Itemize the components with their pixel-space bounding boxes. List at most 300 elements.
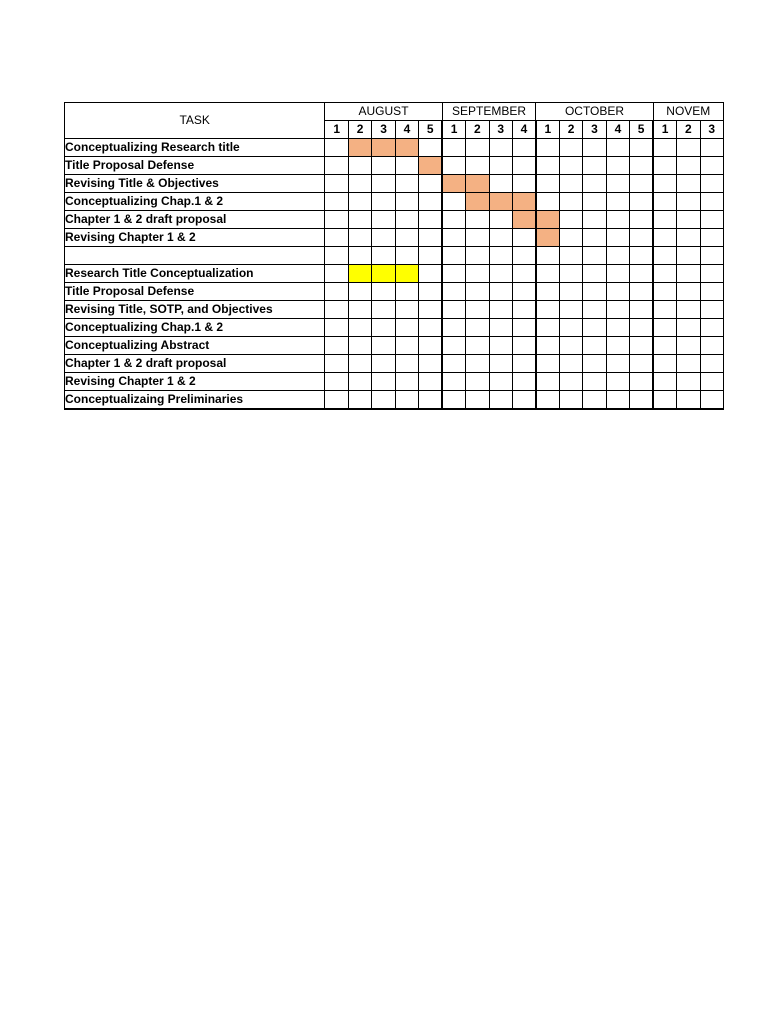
- week-cell[interactable]: [583, 175, 606, 193]
- week-cell[interactable]: [466, 211, 489, 229]
- week-cell[interactable]: [630, 391, 653, 410]
- week-cell[interactable]: [325, 139, 348, 157]
- week-cell[interactable]: [348, 355, 371, 373]
- week-cell[interactable]: [677, 391, 700, 410]
- week-cell[interactable]: [442, 391, 465, 410]
- week-cell[interactable]: [489, 139, 512, 157]
- task-name-cell[interactable]: Title Proposal Defense: [65, 157, 325, 175]
- week-cell[interactable]: [653, 391, 676, 410]
- task-column-header: TASK: [65, 103, 325, 139]
- week-cell[interactable]: [606, 229, 629, 247]
- week-cell[interactable]: [442, 319, 465, 337]
- week-header: 1: [442, 121, 465, 139]
- task-row: [65, 193, 724, 211]
- week-cell[interactable]: [536, 391, 559, 410]
- week-cell[interactable]: [466, 319, 489, 337]
- week-cell[interactable]: [489, 391, 512, 410]
- week-cell[interactable]: [395, 229, 418, 247]
- week-cell[interactable]: [512, 283, 535, 301]
- week-cell[interactable]: [372, 211, 395, 229]
- week-cell[interactable]: [325, 247, 348, 265]
- month-header: AUGUST: [325, 103, 442, 121]
- week-cell[interactable]: [653, 247, 676, 265]
- week-cell[interactable]: [536, 355, 559, 373]
- week-cell[interactable]: [583, 247, 606, 265]
- task-row: [65, 373, 724, 391]
- week-cell[interactable]: [606, 337, 629, 355]
- week-cell[interactable]: [536, 319, 559, 337]
- week-cell[interactable]: [606, 373, 629, 391]
- week-cell[interactable]: [325, 175, 348, 193]
- week-cell[interactable]: [372, 301, 395, 319]
- week-cell[interactable]: [395, 193, 418, 211]
- week-cell[interactable]: [419, 265, 442, 283]
- week-cell[interactable]: [325, 283, 348, 301]
- week-cell[interactable]: [512, 139, 535, 157]
- week-cell[interactable]: [559, 139, 582, 157]
- week-cell[interactable]: [466, 301, 489, 319]
- week-cell[interactable]: [348, 157, 371, 175]
- week-cell[interactable]: [325, 193, 348, 211]
- week-cell[interactable]: [559, 283, 582, 301]
- week-cell[interactable]: [419, 229, 442, 247]
- week-cell[interactable]: [700, 301, 724, 319]
- week-cell[interactable]: [489, 175, 512, 193]
- week-cell[interactable]: [559, 157, 582, 175]
- week-cell[interactable]: [325, 391, 348, 410]
- week-cell[interactable]: [512, 301, 535, 319]
- week-cell[interactable]: [372, 373, 395, 391]
- week-cell[interactable]: [700, 319, 724, 337]
- week-cell[interactable]: [583, 319, 606, 337]
- week-cell[interactable]: [606, 175, 629, 193]
- week-cell[interactable]: [419, 337, 442, 355]
- week-cell[interactable]: [466, 229, 489, 247]
- week-cell[interactable]: [536, 247, 559, 265]
- week-header: 2: [348, 121, 371, 139]
- week-cell[interactable]: [348, 247, 371, 265]
- week-cell[interactable]: [559, 355, 582, 373]
- week-cell[interactable]: [630, 265, 653, 283]
- week-cell[interactable]: [606, 211, 629, 229]
- week-cell[interactable]: [442, 157, 465, 175]
- week-cell[interactable]: [653, 211, 676, 229]
- week-cell[interactable]: [536, 373, 559, 391]
- week-cell[interactable]: [372, 157, 395, 175]
- week-cell[interactable]: [419, 247, 442, 265]
- week-cell[interactable]: [559, 247, 582, 265]
- week-cell[interactable]: [677, 265, 700, 283]
- week-cell[interactable]: [395, 283, 418, 301]
- week-cell[interactable]: [653, 337, 676, 355]
- week-cell[interactable]: [348, 193, 371, 211]
- task-row: [65, 391, 724, 410]
- week-cell[interactable]: [442, 229, 465, 247]
- week-cell[interactable]: [630, 247, 653, 265]
- week-cell[interactable]: [466, 337, 489, 355]
- week-cell[interactable]: [559, 193, 582, 211]
- week-cell[interactable]: [489, 373, 512, 391]
- gantt-bar-cell[interactable]: [372, 265, 395, 283]
- gantt-bar-cell[interactable]: [348, 139, 371, 157]
- task-name-cell[interactable]: Conceptualizing Research title: [65, 139, 325, 157]
- week-cell[interactable]: [325, 265, 348, 283]
- week-cell[interactable]: [419, 373, 442, 391]
- week-cell[interactable]: [442, 193, 465, 211]
- task-row: [65, 319, 724, 337]
- week-cell[interactable]: [677, 175, 700, 193]
- week-cell[interactable]: [653, 229, 676, 247]
- week-cell[interactable]: [348, 391, 371, 410]
- week-cell[interactable]: [466, 373, 489, 391]
- week-cell[interactable]: [419, 301, 442, 319]
- week-cell[interactable]: [348, 283, 371, 301]
- week-cell[interactable]: [630, 157, 653, 175]
- week-cell[interactable]: [653, 283, 676, 301]
- week-cell[interactable]: [395, 247, 418, 265]
- week-cell[interactable]: [559, 337, 582, 355]
- gantt-bar-cell[interactable]: [395, 139, 418, 157]
- week-cell[interactable]: [395, 175, 418, 193]
- week-cell[interactable]: [419, 355, 442, 373]
- gantt-bar-cell[interactable]: [512, 193, 535, 211]
- week-cell[interactable]: [512, 373, 535, 391]
- week-cell[interactable]: [489, 247, 512, 265]
- week-cell[interactable]: [372, 355, 395, 373]
- task-name-cell[interactable]: Chapter 1 & 2 draft proposal: [65, 211, 325, 229]
- week-cell[interactable]: [466, 391, 489, 410]
- month-header: NOVEM: [653, 103, 723, 121]
- month-header: OCTOBER: [536, 103, 653, 121]
- week-header: 3: [583, 121, 606, 139]
- week-cell[interactable]: [348, 337, 371, 355]
- week-cell[interactable]: [700, 157, 724, 175]
- week-cell[interactable]: [700, 337, 724, 355]
- gantt-bar-cell[interactable]: [442, 175, 465, 193]
- week-cell[interactable]: [419, 139, 442, 157]
- task-row: [65, 337, 724, 355]
- week-cell[interactable]: [372, 319, 395, 337]
- week-cell[interactable]: [677, 355, 700, 373]
- week-cell[interactable]: [630, 319, 653, 337]
- gantt-bar-cell[interactable]: [419, 157, 442, 175]
- task-name-cell[interactable]: Conceptualizing Abstract: [65, 337, 325, 355]
- week-cell[interactable]: [583, 265, 606, 283]
- month-header-row: [65, 103, 724, 121]
- week-cell[interactable]: [372, 175, 395, 193]
- week-cell[interactable]: [606, 355, 629, 373]
- week-cell[interactable]: [700, 175, 724, 193]
- week-cell[interactable]: [442, 247, 465, 265]
- week-cell[interactable]: [512, 157, 535, 175]
- week-cell[interactable]: [653, 373, 676, 391]
- week-cell[interactable]: [677, 283, 700, 301]
- week-cell[interactable]: [489, 319, 512, 337]
- week-cell[interactable]: [348, 301, 371, 319]
- week-cell[interactable]: [395, 301, 418, 319]
- week-cell[interactable]: [677, 319, 700, 337]
- week-cell[interactable]: [583, 193, 606, 211]
- week-header: 4: [512, 121, 535, 139]
- week-cell[interactable]: [583, 355, 606, 373]
- week-cell[interactable]: [512, 247, 535, 265]
- gantt-bar-cell[interactable]: [395, 265, 418, 283]
- week-cell[interactable]: [442, 211, 465, 229]
- week-cell[interactable]: [653, 265, 676, 283]
- week-cell[interactable]: [559, 175, 582, 193]
- task-name-cell[interactable]: Chapter 1 & 2 draft proposal: [65, 355, 325, 373]
- week-cell[interactable]: [489, 211, 512, 229]
- task-name-cell[interactable]: Conceptualizing Chap.1 & 2: [65, 319, 325, 337]
- week-cell[interactable]: [630, 301, 653, 319]
- week-cell[interactable]: [583, 391, 606, 410]
- week-cell[interactable]: [606, 301, 629, 319]
- week-cell[interactable]: [442, 355, 465, 373]
- task-name-cell[interactable]: Revising Chapter 1 & 2: [65, 373, 325, 391]
- week-cell[interactable]: [512, 337, 535, 355]
- week-cell[interactable]: [606, 283, 629, 301]
- week-cell[interactable]: [372, 229, 395, 247]
- week-cell[interactable]: [559, 211, 582, 229]
- week-cell[interactable]: [489, 265, 512, 283]
- week-cell[interactable]: [325, 301, 348, 319]
- week-cell[interactable]: [395, 337, 418, 355]
- week-header: 5: [419, 121, 442, 139]
- week-cell[interactable]: [700, 229, 724, 247]
- gantt-bar-cell[interactable]: [512, 211, 535, 229]
- week-header: 1: [653, 121, 676, 139]
- week-cell[interactable]: [630, 373, 653, 391]
- week-cell[interactable]: [372, 337, 395, 355]
- week-cell[interactable]: [559, 229, 582, 247]
- week-cell[interactable]: [700, 247, 724, 265]
- week-cell[interactable]: [348, 319, 371, 337]
- gantt-bar-cell[interactable]: [536, 211, 559, 229]
- task-row: [65, 211, 724, 229]
- week-cell[interactable]: [677, 193, 700, 211]
- week-cell[interactable]: [489, 157, 512, 175]
- week-header: 3: [372, 121, 395, 139]
- week-cell[interactable]: [489, 355, 512, 373]
- week-cell[interactable]: [700, 283, 724, 301]
- week-cell[interactable]: [419, 193, 442, 211]
- week-cell[interactable]: [677, 337, 700, 355]
- week-cell[interactable]: [419, 391, 442, 410]
- week-cell[interactable]: [419, 211, 442, 229]
- week-cell[interactable]: [653, 193, 676, 211]
- task-name-cell[interactable]: Revising Title, SOTP, and Objectives: [65, 301, 325, 319]
- week-cell[interactable]: [583, 211, 606, 229]
- week-cell[interactable]: [536, 337, 559, 355]
- week-cell[interactable]: [700, 139, 724, 157]
- week-cell[interactable]: [536, 175, 559, 193]
- week-cell[interactable]: [653, 157, 676, 175]
- week-cell[interactable]: [630, 193, 653, 211]
- week-cell[interactable]: [419, 283, 442, 301]
- week-header: 1: [325, 121, 348, 139]
- week-cell[interactable]: [325, 211, 348, 229]
- task-name-cell[interactable]: Conceptualizing Chap.1 & 2: [65, 193, 325, 211]
- week-cell[interactable]: [348, 373, 371, 391]
- week-cell[interactable]: [606, 139, 629, 157]
- week-cell[interactable]: [583, 301, 606, 319]
- week-cell[interactable]: [606, 247, 629, 265]
- week-cell[interactable]: [630, 211, 653, 229]
- week-cell[interactable]: [442, 265, 465, 283]
- week-cell[interactable]: [466, 247, 489, 265]
- gantt-table: [64, 102, 724, 410]
- week-cell[interactable]: [583, 229, 606, 247]
- week-cell[interactable]: [677, 211, 700, 229]
- week-cell[interactable]: [348, 175, 371, 193]
- task-name-cell[interactable]: [65, 247, 325, 265]
- gantt-bar-cell[interactable]: [489, 193, 512, 211]
- week-cell[interactable]: [489, 301, 512, 319]
- week-cell[interactable]: [653, 175, 676, 193]
- week-cell[interactable]: [677, 373, 700, 391]
- week-cell[interactable]: [395, 319, 418, 337]
- week-cell[interactable]: [536, 139, 559, 157]
- week-cell[interactable]: [559, 319, 582, 337]
- week-cell[interactable]: [372, 283, 395, 301]
- week-cell[interactable]: [583, 373, 606, 391]
- week-cell[interactable]: [700, 355, 724, 373]
- week-cell[interactable]: [466, 157, 489, 175]
- task-row: [65, 265, 724, 283]
- gantt-bar-cell[interactable]: [466, 193, 489, 211]
- week-cell[interactable]: [395, 157, 418, 175]
- week-cell[interactable]: [512, 319, 535, 337]
- gantt-bar-cell[interactable]: [536, 229, 559, 247]
- week-cell[interactable]: [466, 355, 489, 373]
- week-cell[interactable]: [419, 175, 442, 193]
- week-cell[interactable]: [372, 391, 395, 410]
- week-cell[interactable]: [677, 229, 700, 247]
- week-cell[interactable]: [325, 355, 348, 373]
- week-cell[interactable]: [700, 373, 724, 391]
- week-cell[interactable]: [559, 373, 582, 391]
- task-name-cell[interactable]: Revising Chapter 1 & 2: [65, 229, 325, 247]
- week-cell[interactable]: [606, 265, 629, 283]
- week-cell[interactable]: [677, 157, 700, 175]
- week-cell[interactable]: [348, 211, 371, 229]
- week-cell[interactable]: [559, 265, 582, 283]
- week-cell[interactable]: [325, 157, 348, 175]
- week-header: 2: [466, 121, 489, 139]
- week-cell[interactable]: [325, 319, 348, 337]
- week-cell[interactable]: [512, 175, 535, 193]
- week-cell[interactable]: [442, 301, 465, 319]
- task-row: [65, 175, 724, 193]
- week-cell[interactable]: [489, 337, 512, 355]
- week-cell[interactable]: [372, 247, 395, 265]
- week-cell[interactable]: [630, 229, 653, 247]
- week-cell[interactable]: [677, 247, 700, 265]
- week-cell[interactable]: [630, 337, 653, 355]
- task-name-cell[interactable]: Title Proposal Defense: [65, 283, 325, 301]
- week-header: 3: [489, 121, 512, 139]
- week-cell[interactable]: [536, 157, 559, 175]
- week-cell[interactable]: [466, 139, 489, 157]
- week-cell[interactable]: [653, 301, 676, 319]
- week-cell[interactable]: [395, 373, 418, 391]
- week-cell[interactable]: [583, 139, 606, 157]
- week-cell[interactable]: [700, 211, 724, 229]
- week-cell[interactable]: [348, 229, 371, 247]
- week-cell[interactable]: [489, 283, 512, 301]
- week-cell[interactable]: [583, 337, 606, 355]
- week-cell[interactable]: [583, 283, 606, 301]
- week-cell[interactable]: [442, 139, 465, 157]
- week-cell[interactable]: [325, 229, 348, 247]
- gantt-sheet: [64, 102, 716, 410]
- week-cell[interactable]: [466, 283, 489, 301]
- task-row: [65, 247, 724, 265]
- week-cell[interactable]: [606, 391, 629, 410]
- week-cell[interactable]: [606, 319, 629, 337]
- task-row: [65, 283, 724, 301]
- week-cell[interactable]: [442, 283, 465, 301]
- week-cell[interactable]: [325, 373, 348, 391]
- week-cell[interactable]: [630, 139, 653, 157]
- week-cell[interactable]: [606, 157, 629, 175]
- task-row: [65, 301, 724, 319]
- week-cell[interactable]: [512, 355, 535, 373]
- week-cell[interactable]: [372, 193, 395, 211]
- task-row: [65, 229, 724, 247]
- week-cell[interactable]: [653, 319, 676, 337]
- week-cell[interactable]: [442, 337, 465, 355]
- week-cell[interactable]: [512, 229, 535, 247]
- week-header: 2: [677, 121, 700, 139]
- task-name-cell[interactable]: Conceptualizaing Preliminaries: [65, 391, 325, 410]
- week-cell[interactable]: [325, 337, 348, 355]
- week-cell[interactable]: [700, 391, 724, 410]
- week-cell[interactable]: [559, 301, 582, 319]
- week-cell[interactable]: [395, 391, 418, 410]
- week-cell[interactable]: [700, 265, 724, 283]
- week-cell[interactable]: [466, 265, 489, 283]
- gantt-bar-cell[interactable]: [372, 139, 395, 157]
- week-cell[interactable]: [536, 265, 559, 283]
- week-cell[interactable]: [559, 391, 582, 410]
- week-cell[interactable]: [653, 139, 676, 157]
- week-cell[interactable]: [536, 283, 559, 301]
- gantt-bar-cell[interactable]: [348, 265, 371, 283]
- week-cell[interactable]: [677, 139, 700, 157]
- week-cell[interactable]: [700, 193, 724, 211]
- week-cell[interactable]: [630, 355, 653, 373]
- gantt-bar-cell[interactable]: [466, 175, 489, 193]
- week-cell[interactable]: [583, 157, 606, 175]
- task-name-cell[interactable]: Research Title Conceptualization: [65, 265, 325, 283]
- week-cell[interactable]: [536, 301, 559, 319]
- week-cell[interactable]: [395, 211, 418, 229]
- week-cell[interactable]: [442, 373, 465, 391]
- week-cell[interactable]: [653, 355, 676, 373]
- week-cell[interactable]: [419, 319, 442, 337]
- week-cell[interactable]: [512, 391, 535, 410]
- week-cell[interactable]: [395, 355, 418, 373]
- week-cell[interactable]: [630, 175, 653, 193]
- week-cell[interactable]: [489, 229, 512, 247]
- week-cell[interactable]: [512, 265, 535, 283]
- task-name-cell[interactable]: Revising Title & Objectives: [65, 175, 325, 193]
- week-cell[interactable]: [677, 301, 700, 319]
- week-cell[interactable]: [606, 193, 629, 211]
- week-cell[interactable]: [630, 283, 653, 301]
- week-cell[interactable]: [536, 193, 559, 211]
